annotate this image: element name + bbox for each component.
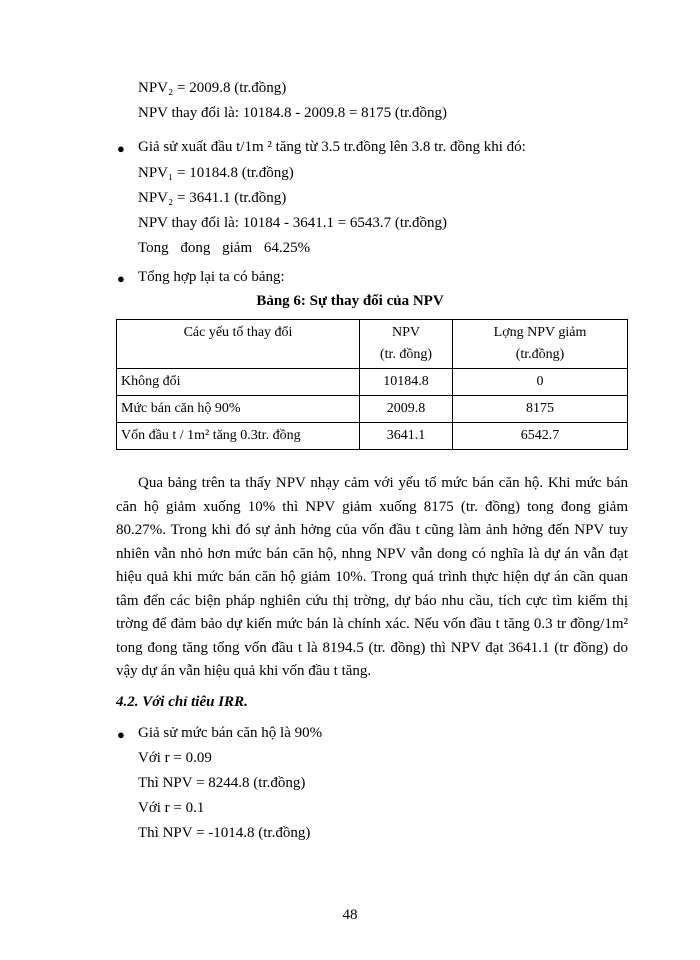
table-title: Bảng 6: Sự thay đổi của NPV bbox=[256, 293, 444, 309]
table-row bbox=[117, 369, 628, 396]
table-cell: 8175 bbox=[453, 396, 628, 423]
text-line-npv-r2: Thì NPV = -1014.8 (tr.đồng) bbox=[138, 825, 311, 841]
table-cell: 6542.7 bbox=[453, 423, 628, 450]
table-header: NPV (tr. đồng) bbox=[360, 320, 453, 369]
bullet-icon: ● bbox=[117, 141, 125, 156]
section-heading: 4.2. Với chỉ tiêu IRR. bbox=[116, 694, 248, 710]
table-header-row bbox=[117, 320, 628, 369]
table-row bbox=[117, 423, 628, 450]
table-row bbox=[117, 396, 628, 423]
text-line-r2: Với r = 0.1 bbox=[138, 800, 205, 816]
bullet-text-irr: Giả sử mức bán căn hộ là 90% bbox=[138, 725, 323, 741]
table-cell: Mức bán căn hộ 90% bbox=[117, 396, 360, 423]
table-header: Các yếu tố thay đổi bbox=[117, 320, 360, 369]
bullet-text-assumption: Giả sử xuất đầu t/1m ² tăng từ 3.5 tr.đồng lên 3.8 tr. đồng khi đó: bbox=[138, 139, 526, 155]
table-cell: 2009.8 bbox=[360, 396, 453, 423]
bullet-icon: ● bbox=[117, 271, 125, 286]
text-line-npv2-b: NPV₂ = 3641.1 (tr.đồng) bbox=[138, 190, 287, 206]
table-cell: Không đổi bbox=[117, 369, 360, 396]
text-line-npv1: NPV₁ = 10184.8 (tr.đồng) bbox=[138, 165, 294, 181]
bullet-icon: ● bbox=[117, 727, 125, 742]
text-line-r1: Với r = 0.09 bbox=[138, 750, 212, 766]
text-line-npv-r1: Thì NPV = 8244.8 (tr.đồng) bbox=[138, 775, 306, 791]
table-cell: 10184.8 bbox=[360, 369, 453, 396]
text-line-equivalent: Tong đong giảm 64.25% bbox=[138, 240, 311, 256]
table-cell: Vốn đầu t / 1m² tăng 0.3tr. đồng bbox=[117, 423, 360, 450]
page-number: 48 bbox=[342, 907, 358, 923]
body-paragraph: Qua bảng trên ta thấy NPV nhạy cảm với yếu tố mức bán căn hộ. Khi mức bán căn hộ giảm xuống 10% thì NPV giảm xuống 8175 (tr. đồng) tong đong giảm 80.27%. Trong khi đó sự ảnh hởng của vốn đầu t cũng làm ảnh hởng đến NPV tuy nhiên vẫn nhỏ hơn mức bán căn hộ, nhng NPV vẫn dong có nghĩa là dự án vẫn đạt hiệu quả khi mức bán căn hộ giảm 10%. Trong quá trình thực hiện dự án cần quan tâm đến các biện pháp nghiên cứu thị trờng, dự báo nhu cầu, tích cực tìm kiếm thị trờng để đảm bảo dự kiến mức bán là chính xác. Nếu vốn đầu t tăng 0.3 tr đồng/1m² tong đong tăng tổng vốn đầu t là 8194.5 (tr. đồng) thì NPV đạt 3641.1 (tr đồng) do vậy dự án vẫn hiệu quả khi vốn đầu t tăng. bbox=[116, 475, 628, 679]
text-line-npv-change: NPV thay đổi là: 10184.8 - 2009.8 = 8175 (tr.đồng) bbox=[138, 105, 448, 121]
text-line-npv-change-b: NPV thay đổi là: 10184 - 3641.1 = 6543.7 (tr.đồng) bbox=[138, 215, 448, 231]
table-cell: 0 bbox=[453, 369, 628, 396]
bullet-text-summary: Tổng hợp lại ta có bảng: bbox=[138, 269, 285, 285]
text-line-npv2: NPV₂ = 2009.8 (tr.đồng) bbox=[138, 80, 287, 96]
table-header: Lợng NPV giảm (tr.đồng) bbox=[453, 320, 628, 369]
table-cell: 3641.1 bbox=[360, 423, 453, 450]
npv-change-table bbox=[116, 319, 628, 450]
